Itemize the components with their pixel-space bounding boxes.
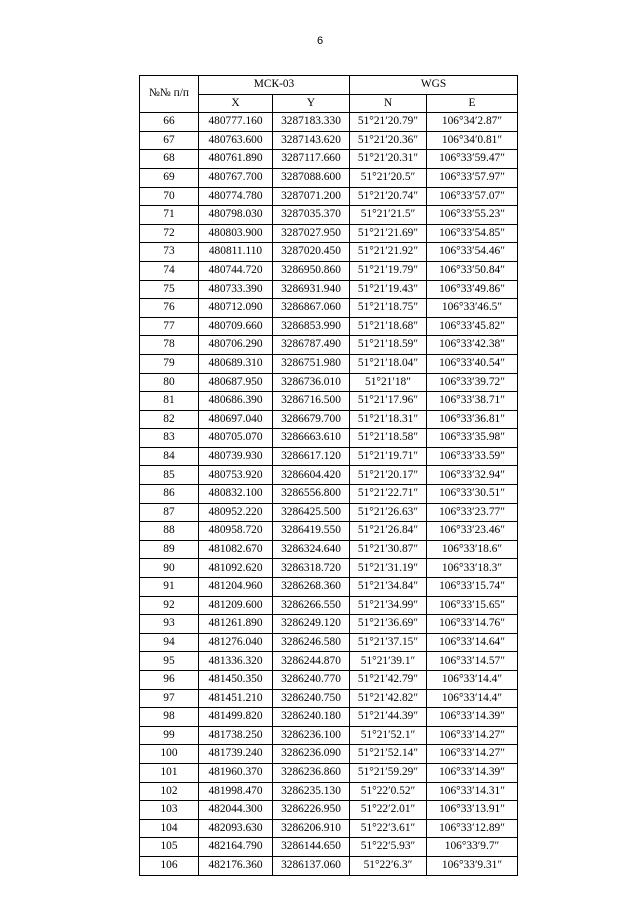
- cell-n: 51°21′36.69″: [350, 615, 427, 634]
- cell-x: 481738.250: [199, 726, 273, 745]
- cell-x: 482176.360: [199, 856, 273, 875]
- table-row: [140, 354, 518, 373]
- table-row: [140, 801, 518, 820]
- cell-x: 480753.920: [199, 466, 273, 485]
- table-row: [140, 373, 518, 392]
- cell-x: 481082.670: [199, 540, 273, 559]
- cell-e: 106°33′33.59″: [427, 447, 518, 466]
- header-group-wgs: WGS: [350, 76, 518, 95]
- cell-y: 3286950.860: [273, 261, 350, 280]
- cell-e: 106°33′9.31″: [427, 856, 518, 875]
- cell-x: 482044.300: [199, 801, 273, 820]
- cell-point-number: 68: [140, 150, 199, 169]
- cell-y: 3286249.120: [273, 615, 350, 634]
- cell-x: 480705.070: [199, 429, 273, 448]
- cell-y: 3286617.120: [273, 447, 350, 466]
- cell-point-number: 67: [140, 131, 199, 150]
- cell-point-number: 85: [140, 466, 199, 485]
- table-row: [140, 280, 518, 299]
- cell-x: 480761.890: [199, 150, 273, 169]
- cell-x: 481261.890: [199, 615, 273, 634]
- table-row: [140, 633, 518, 652]
- cell-y: 3286240.180: [273, 708, 350, 727]
- cell-y: 3286787.490: [273, 336, 350, 355]
- cell-point-number: 73: [140, 243, 199, 262]
- cell-point-number: 69: [140, 168, 199, 187]
- cell-x: 480744.720: [199, 261, 273, 280]
- cell-e: 106°33′18.6″: [427, 540, 518, 559]
- cell-x: 480739.930: [199, 447, 273, 466]
- table-row: [140, 745, 518, 764]
- cell-e: 106°33′23.46″: [427, 522, 518, 541]
- cell-point-number: 103: [140, 801, 199, 820]
- cell-e: 106°33′14.57″: [427, 652, 518, 671]
- table-row: [140, 522, 518, 541]
- cell-e: 106°33′12.89″: [427, 819, 518, 838]
- table-row: [140, 652, 518, 671]
- cell-n: 51°22′5.93″: [350, 838, 427, 857]
- header-n: N: [350, 94, 427, 113]
- cell-point-number: 74: [140, 261, 199, 280]
- cell-e: 106°33′14.64″: [427, 633, 518, 652]
- cell-n: 51°22′6.3″: [350, 856, 427, 875]
- cell-y: 3286556.800: [273, 485, 350, 504]
- cell-y: 3286226.950: [273, 801, 350, 820]
- cell-e: 106°33′18.3″: [427, 559, 518, 578]
- cell-e: 106°33′35.98″: [427, 429, 518, 448]
- cell-point-number: 88: [140, 522, 199, 541]
- cell-e: 106°33′46.5″: [427, 299, 518, 318]
- cell-x: 481209.600: [199, 596, 273, 615]
- cell-n: 51°22′2.01″: [350, 801, 427, 820]
- cell-point-number: 76: [140, 299, 199, 318]
- cell-point-number: 71: [140, 206, 199, 225]
- cell-x: 481276.040: [199, 633, 273, 652]
- table-body: [140, 113, 518, 875]
- table-row: [140, 540, 518, 559]
- cell-y: 3286266.550: [273, 596, 350, 615]
- cell-x: 480706.290: [199, 336, 273, 355]
- cell-y: 3286236.860: [273, 763, 350, 782]
- cell-e: 106°33′14.39″: [427, 763, 518, 782]
- cell-y: 3286736.010: [273, 373, 350, 392]
- cell-y: 3286318.720: [273, 559, 350, 578]
- cell-x: 480832.100: [199, 485, 273, 504]
- table-row: [140, 243, 518, 262]
- header-row-groups: [140, 76, 518, 95]
- cell-x: 481739.240: [199, 745, 273, 764]
- cell-y: 3286867.060: [273, 299, 350, 318]
- cell-point-number: 100: [140, 745, 199, 764]
- cell-e: 106°33′14.27″: [427, 726, 518, 745]
- table-row: [140, 782, 518, 801]
- table-row: [140, 615, 518, 634]
- cell-n: 51°21′20.5″: [350, 168, 427, 187]
- cell-y: 3286853.990: [273, 317, 350, 336]
- table-row: [140, 131, 518, 150]
- cell-y: 3286604.420: [273, 466, 350, 485]
- cell-x: 480798.030: [199, 206, 273, 225]
- cell-point-number: 89: [140, 540, 199, 559]
- cell-n: 51°21′52.1″: [350, 726, 427, 745]
- cell-n: 51°21′19.71″: [350, 447, 427, 466]
- cell-x: 480811.110: [199, 243, 273, 262]
- header-point-number: №№ п/п: [140, 76, 199, 113]
- cell-y: 3287143.620: [273, 131, 350, 150]
- cell-e: 106°33′59.47″: [427, 150, 518, 169]
- table-row: [140, 168, 518, 187]
- cell-point-number: 70: [140, 187, 199, 206]
- cell-y: 3286931.940: [273, 280, 350, 299]
- cell-n: 51°21′19.79″: [350, 261, 427, 280]
- cell-x: 480952.220: [199, 503, 273, 522]
- cell-n: 51°21′42.82″: [350, 689, 427, 708]
- table-row: [140, 856, 518, 875]
- cell-e: 106°33′14.31″: [427, 782, 518, 801]
- cell-n: 51°21′20.17″: [350, 466, 427, 485]
- cell-e: 106°33′38.71″: [427, 392, 518, 411]
- cell-point-number: 93: [140, 615, 199, 634]
- cell-n: 51°21′18.58″: [350, 429, 427, 448]
- cell-y: 3286716.500: [273, 392, 350, 411]
- cell-y: 3286246.580: [273, 633, 350, 652]
- cell-n: 51°21′59.29″: [350, 763, 427, 782]
- cell-x: 480777.160: [199, 113, 273, 132]
- table-row: [140, 224, 518, 243]
- cell-y: 3286751.980: [273, 354, 350, 373]
- cell-x: 481204.960: [199, 578, 273, 597]
- cell-point-number: 86: [140, 485, 199, 504]
- cell-n: 51°21′21.92″: [350, 243, 427, 262]
- cell-point-number: 99: [140, 726, 199, 745]
- cell-y: 3286206.910: [273, 819, 350, 838]
- table-row: [140, 503, 518, 522]
- cell-n: 51°21′34.84″: [350, 578, 427, 597]
- cell-e: 106°33′23.77″: [427, 503, 518, 522]
- cell-e: 106°33′42.38″: [427, 336, 518, 355]
- cell-y: 3286679.700: [273, 410, 350, 429]
- cell-e: 106°33′55.23″: [427, 206, 518, 225]
- cell-x: 480686.390: [199, 392, 273, 411]
- cell-point-number: 78: [140, 336, 199, 355]
- cell-n: 51°21′20.31″: [350, 150, 427, 169]
- cell-point-number: 97: [140, 689, 199, 708]
- cell-e: 106°33′13.91″: [427, 801, 518, 820]
- table-row: [140, 559, 518, 578]
- cell-y: 3286236.090: [273, 745, 350, 764]
- table-row: [140, 150, 518, 169]
- cell-y: 3286236.100: [273, 726, 350, 745]
- table-row: [140, 206, 518, 225]
- cell-e: 106°33′30.51″: [427, 485, 518, 504]
- cell-e: 106°33′39.72″: [427, 373, 518, 392]
- cell-x: 480689.310: [199, 354, 273, 373]
- table-row: [140, 689, 518, 708]
- table-row: [140, 336, 518, 355]
- cell-n: 51°21′37.15″: [350, 633, 427, 652]
- table-row: [140, 466, 518, 485]
- cell-x: 481998.470: [199, 782, 273, 801]
- header-x: X: [199, 94, 273, 113]
- cell-n: 51°21′18.31″: [350, 410, 427, 429]
- cell-x: 481960.370: [199, 763, 273, 782]
- cell-e: 106°33′14.27″: [427, 745, 518, 764]
- cell-y: 3287027.950: [273, 224, 350, 243]
- cell-y: 3286240.770: [273, 671, 350, 690]
- cell-point-number: 84: [140, 447, 199, 466]
- cell-n: 51°21′18.04″: [350, 354, 427, 373]
- cell-n: 51°21′34.99″: [350, 596, 427, 615]
- cell-e: 106°33′36.81″: [427, 410, 518, 429]
- cell-point-number: 94: [140, 633, 199, 652]
- cell-n: 51°21′22.71″: [350, 485, 427, 504]
- cell-n: 51°21′18.75″: [350, 299, 427, 318]
- cell-n: 51°21′26.63″: [350, 503, 427, 522]
- cell-x: 482164.790: [199, 838, 273, 857]
- cell-e: 106°34′0.81″: [427, 131, 518, 150]
- cell-y: 3286324.640: [273, 540, 350, 559]
- cell-n: 51°21′18.68″: [350, 317, 427, 336]
- cell-n: 51°21′18.59″: [350, 336, 427, 355]
- table-row: [140, 819, 518, 838]
- cell-n: 51°21′52.14″: [350, 745, 427, 764]
- cell-point-number: 83: [140, 429, 199, 448]
- cell-e: 106°33′9.7″: [427, 838, 518, 857]
- table-row: [140, 410, 518, 429]
- cell-e: 106°33′14.76″: [427, 615, 518, 634]
- table-row: [140, 113, 518, 132]
- cell-y: 3287071.200: [273, 187, 350, 206]
- cell-x: 481499.820: [199, 708, 273, 727]
- table-row: [140, 485, 518, 504]
- cell-point-number: 95: [140, 652, 199, 671]
- cell-y: 3286235.130: [273, 782, 350, 801]
- cell-n: 51°21′42.79″: [350, 671, 427, 690]
- cell-e: 106°33′32.94″: [427, 466, 518, 485]
- cell-point-number: 98: [140, 708, 199, 727]
- table-row: [140, 317, 518, 336]
- cell-n: 51°21′17.96″: [350, 392, 427, 411]
- cell-point-number: 79: [140, 354, 199, 373]
- cell-n: 51°21′21.5″: [350, 206, 427, 225]
- cell-e: 106°33′50.84″: [427, 261, 518, 280]
- cell-point-number: 105: [140, 838, 199, 857]
- cell-n: 51°21′26.84″: [350, 522, 427, 541]
- cell-point-number: 104: [140, 819, 199, 838]
- table-row: [140, 447, 518, 466]
- cell-x: 482093.630: [199, 819, 273, 838]
- cell-point-number: 96: [140, 671, 199, 690]
- table-row: [140, 838, 518, 857]
- cell-e: 106°33′14.4″: [427, 671, 518, 690]
- cell-n: 51°22′0.52″: [350, 782, 427, 801]
- cell-point-number: 81: [140, 392, 199, 411]
- cell-x: 481092.620: [199, 559, 273, 578]
- cell-point-number: 72: [140, 224, 199, 243]
- cell-n: 51°21′31.19″: [350, 559, 427, 578]
- cell-y: 3286425.500: [273, 503, 350, 522]
- cell-e: 106°33′15.74″: [427, 578, 518, 597]
- cell-y: 3286244.870: [273, 652, 350, 671]
- cell-x: 480709.660: [199, 317, 273, 336]
- cell-y: 3287088.600: [273, 168, 350, 187]
- cell-x: 480767.700: [199, 168, 273, 187]
- cell-e: 106°33′14.39″: [427, 708, 518, 727]
- table-row: [140, 708, 518, 727]
- cell-e: 106°33′49.86″: [427, 280, 518, 299]
- cell-n: 51°21′30.87″: [350, 540, 427, 559]
- page-number: 6: [316, 35, 324, 47]
- cell-x: 480687.950: [199, 373, 273, 392]
- cell-n: 51°21′39.1″: [350, 652, 427, 671]
- cell-y: 3286663.610: [273, 429, 350, 448]
- cell-y: 3286419.550: [273, 522, 350, 541]
- cell-x: 481450.350: [199, 671, 273, 690]
- cell-point-number: 77: [140, 317, 199, 336]
- cell-n: 51°21′21.69″: [350, 224, 427, 243]
- cell-x: 480733.390: [199, 280, 273, 299]
- cell-y: 3287183.330: [273, 113, 350, 132]
- coordinates-table: [139, 75, 518, 876]
- cell-n: 51°21′20.79″: [350, 113, 427, 132]
- cell-point-number: 80: [140, 373, 199, 392]
- cell-y: 3287117.660: [273, 150, 350, 169]
- header-y: Y: [273, 94, 350, 113]
- header-group-msk: МСК-03: [199, 76, 350, 95]
- cell-point-number: 102: [140, 782, 199, 801]
- cell-n: 51°21′19.43″: [350, 280, 427, 299]
- cell-e: 106°34′2.87″: [427, 113, 518, 132]
- table-row: [140, 763, 518, 782]
- cell-point-number: 106: [140, 856, 199, 875]
- cell-point-number: 91: [140, 578, 199, 597]
- cell-y: 3286268.360: [273, 578, 350, 597]
- cell-point-number: 87: [140, 503, 199, 522]
- cell-y: 3287020.450: [273, 243, 350, 262]
- cell-x: 480697.040: [199, 410, 273, 429]
- cell-x: 481336.320: [199, 652, 273, 671]
- cell-point-number: 92: [140, 596, 199, 615]
- table-row: [140, 726, 518, 745]
- cell-y: 3286144.650: [273, 838, 350, 857]
- table-row: [140, 187, 518, 206]
- cell-n: 51°21′18″: [350, 373, 427, 392]
- table-row: [140, 392, 518, 411]
- cell-x: 480763.600: [199, 131, 273, 150]
- cell-e: 106°33′45.82″: [427, 317, 518, 336]
- cell-e: 106°33′54.85″: [427, 224, 518, 243]
- header-e: E: [427, 94, 518, 113]
- cell-point-number: 82: [140, 410, 199, 429]
- cell-n: 51°21′20.36″: [350, 131, 427, 150]
- table-row: [140, 429, 518, 448]
- cell-e: 106°33′15.65″: [427, 596, 518, 615]
- cell-e: 106°33′54.46″: [427, 243, 518, 262]
- cell-x: 480774.780: [199, 187, 273, 206]
- cell-point-number: 66: [140, 113, 199, 132]
- cell-point-number: 75: [140, 280, 199, 299]
- cell-e: 106°33′40.54″: [427, 354, 518, 373]
- cell-x: 480712.090: [199, 299, 273, 318]
- cell-x: 480958.720: [199, 522, 273, 541]
- cell-e: 106°33′57.07″: [427, 187, 518, 206]
- table-row: [140, 299, 518, 318]
- table-row: [140, 578, 518, 597]
- cell-point-number: 90: [140, 559, 199, 578]
- cell-n: 51°21′20.74″: [350, 187, 427, 206]
- cell-y: 3287035.370: [273, 206, 350, 225]
- cell-y: 3286137.060: [273, 856, 350, 875]
- cell-x: 481451.210: [199, 689, 273, 708]
- cell-x: 480803.900: [199, 224, 273, 243]
- cell-e: 106°33′57.97″: [427, 168, 518, 187]
- cell-n: 51°22′3.61″: [350, 819, 427, 838]
- table-row: [140, 261, 518, 280]
- table-row: [140, 596, 518, 615]
- table-row: [140, 671, 518, 690]
- cell-n: 51°21′44.39″: [350, 708, 427, 727]
- cell-y: 3286240.750: [273, 689, 350, 708]
- cell-point-number: 101: [140, 763, 199, 782]
- cell-e: 106°33′14.4″: [427, 689, 518, 708]
